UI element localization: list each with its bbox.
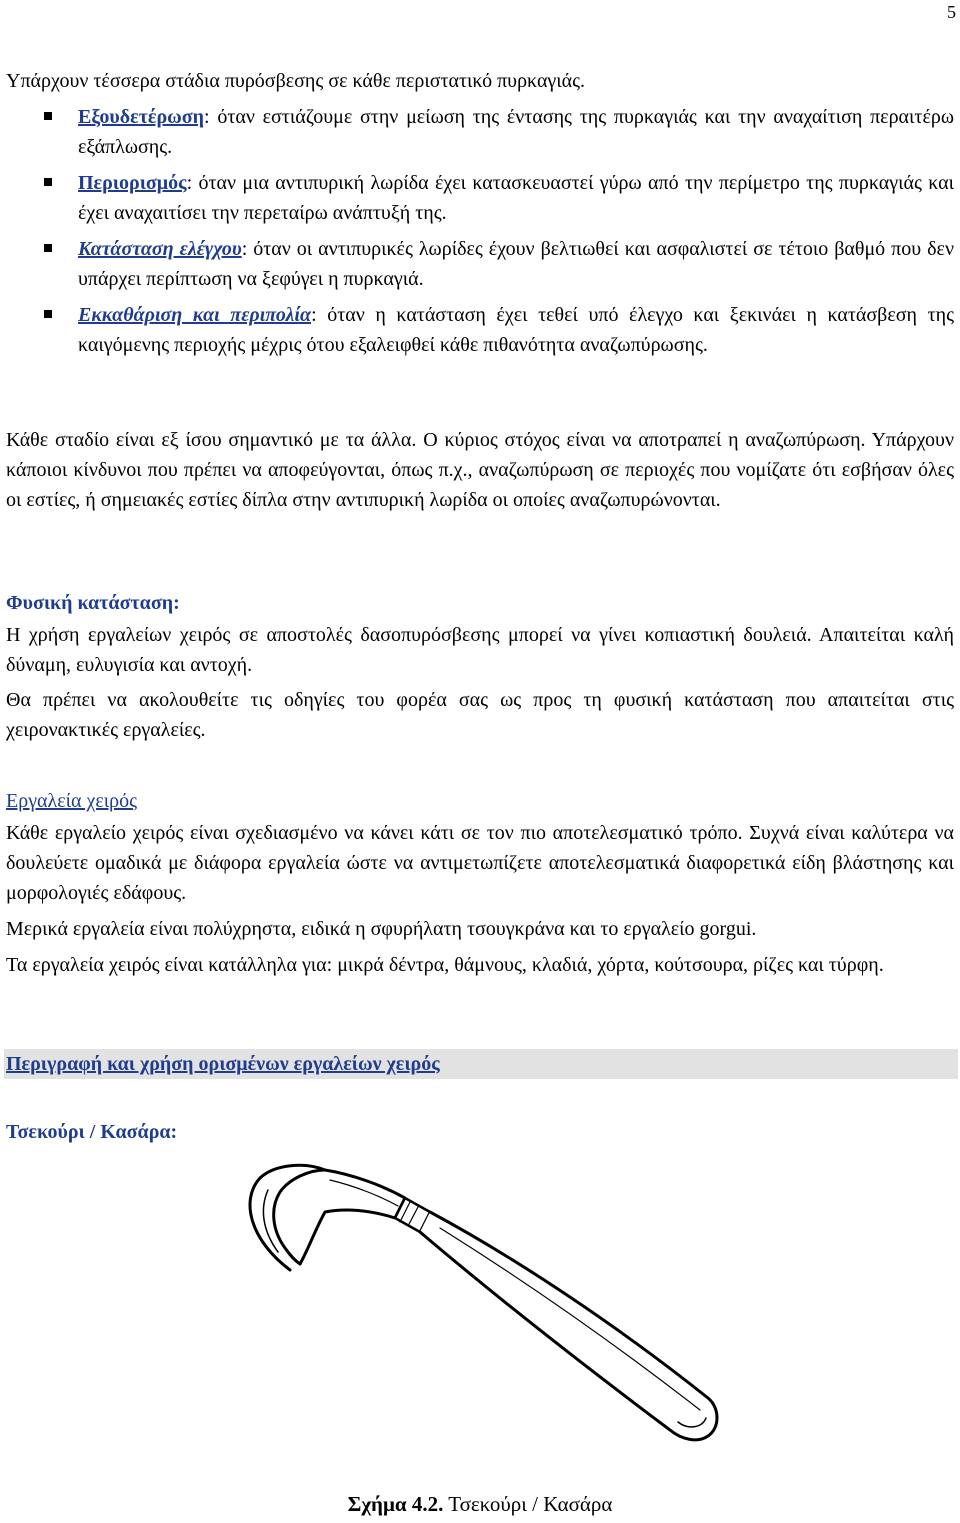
hand-tools-heading: Εργαλεία χειρός [6,790,138,812]
stage-text: : όταν η κατάσταση έχει τεθεί υπό έλεγχο και ξεκινάει η κατάσβεση της καιγόμενης περιοχής μέχρις ότου εξαλειφθεί κάθε πιθανότητα αναζωπύρωσης. [78,304,954,356]
list-item [6,300,954,360]
physical-heading: Φυσική κατάσταση: [6,592,180,614]
stage-term: Κατάσταση ελέγχου [78,238,242,260]
list-item [6,168,954,228]
physical-paragraph-1: Η χρήση εργαλείων χειρός σε αποστολές δασοπυρόσβεσης μπορεί να γίνει κοπιαστική δουλειά. Απαιτείται καλή δύναμη, ευλυγισία και αντοχή. [6,624,954,676]
hand-tools-paragraph-1: Κάθε εργαλείο χειρός είναι σχεδιασμένο να κάνει κάτι σε τον πιο αποτελεσματικό τρόπο. Συχνά είναι καλύτερα να δουλεύετε ομαδικά με διάφορα εργαλεία ώστε να αντιμετωπίζετε αποτελεσματικά διαφορετικά είδη βλάστησης και μορφολογιές εδάφους. [6,822,954,904]
section-title-bar [4,1049,958,1079]
bullet-square-icon [44,178,52,186]
caption-text: Τσεκούρι / Κασάρα [443,1492,613,1516]
page-number: 5 [947,2,956,22]
list-item [6,234,954,294]
axe-slasher-illustration [230,1160,730,1460]
importance-paragraph: Κάθε σταδίο είναι εξ ίσου σημαντικό με τα άλλα. Ο κύριος στόχος είναι να αποτραπεί η αναζωπύρωση. Υπάρχουν κάποιοι κίνδυνοι που πρέπει να αποφεύγονται, όπως π.χ., αναζωπύρωση σε περιοχές που νομίζατε ότι εσβήσαν όλες οι εστίες, ή σημειακές εστίες δίπλα στην αντιπυρική λωρίδα οι οποίες αναζωπυρώνονται. [6,429,954,511]
physical-paragraph-2: Θα πρέπει να ακολουθείτε τις οδηγίες του φορέα σας ως προς τη φυσική κατάσταση που απαιτείται στις χειρονακτικές εργαλείες. [6,689,954,741]
stage-text: : όταν εστιάζουμε στην μείωση της έντασης της πυρκαγιάς και την αναχαίτιση περαιτέρω εξάπλωσης. [78,106,954,158]
stage-text: : όταν οι αντιπυρικές λωρίδες έχουν βελτιωθεί και ασφαλιστεί σε τέτοιο βαθμό που δεν υπάρχει περίπτωση να ξεφύγει η πυρκαγιά. [78,238,954,290]
caption-label: Σχήμα 4.2. [347,1492,444,1516]
list-item [6,102,954,162]
figure-caption [0,1492,960,1517]
intro-text: Υπάρχουν τέσσερα στάδια πυρόσβεσης σε κάθε περιστατικό πυρκαγιάς. [6,70,586,92]
bullet-square-icon [44,112,52,120]
stage-term: Εξουδετέρωση [78,106,205,128]
stages-list [6,102,954,366]
bullet-square-icon [44,244,52,252]
section-title: Περιγραφή και χρήση ορισμένων εργαλείων χειρός [6,1053,440,1075]
stage-text: : όταν μια αντιπυρική λωρίδα έχει κατασκευαστεί γύρω από την περίμετρο της πυρκαγιάς και έχει αναχαιτίσει την περεταίρω ανάπτυξή της. [78,172,954,224]
bullet-square-icon [44,310,52,318]
hand-tools-paragraph-2: Μερικά εργαλεία είναι πολύχρηστα, ειδικά η σφυρήλατη τσουγκράνα και το εργαλείο gorgui. [6,918,757,940]
stage-term: Εκκαθάριση και περιπολία [78,304,312,326]
stage-term: Περιορισμός [78,172,187,194]
tool-title: Τσεκούρι / Κασάρα: [6,1121,178,1143]
hand-tools-paragraph-3: Τα εργαλεία χειρός είναι κατάλληλα για: μικρά δέντρα, θάμνους, κλαδιά, χόρτα, κούτσουρα, ρίζες και τύρφη. [6,954,884,976]
